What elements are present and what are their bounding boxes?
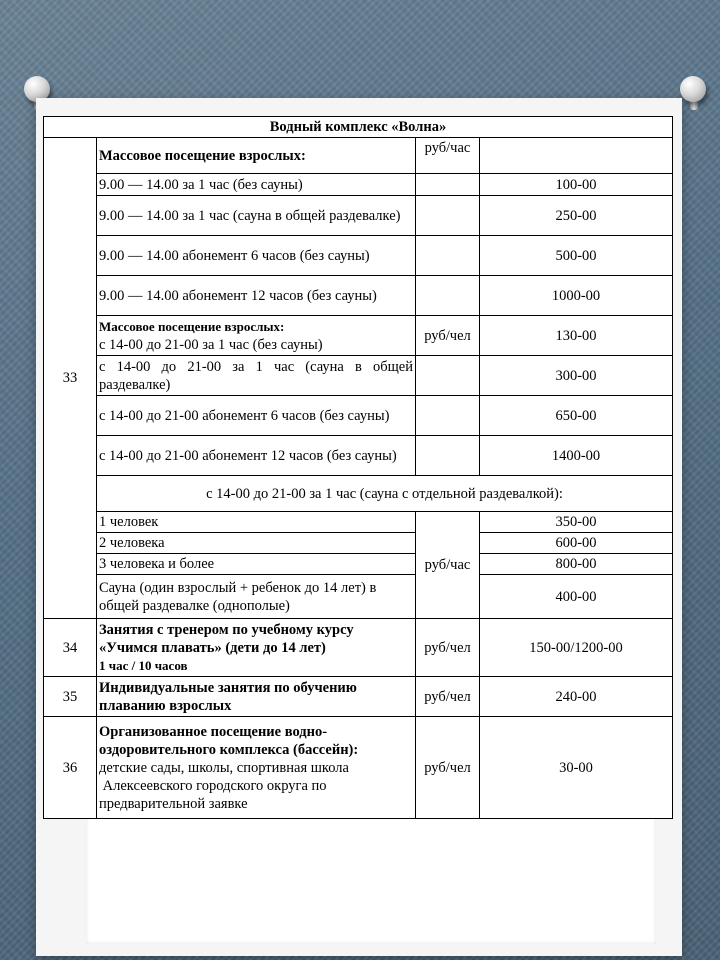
table-row [44,677,673,717]
row34-price: 150-00/1200-00 [480,619,673,677]
section-head-desc: Массовое посещение взрослых: [97,138,416,174]
evening-head-desc [97,316,416,356]
table-row [44,174,673,196]
evening-desc-2: с 14-00 до 21-00 абонемент 12 часов (без сауны) [97,436,416,476]
row-number-33: 33 [44,138,97,619]
evening-unit-2 [416,436,480,476]
evening-desc-0: с 14-00 до 21-00 за 1 час (сауна в общей раздевалке) [97,356,416,396]
table-title-row [44,117,673,138]
table-row [44,554,673,575]
section-head-price [480,138,673,174]
morning-price-2: 500-00 [480,236,673,276]
evening-price-2: 1400-00 [480,436,673,476]
row36-bold: Организованное посещение водно-оздоровительного комплекса (бассейн): [99,723,359,758]
separate-price-3: 400-00 [480,575,673,619]
table-row [44,575,673,619]
row36-line3: предварительной заявке [99,795,248,812]
row36-unit: руб/чел [416,717,480,819]
row34-line3: 1 час / 10 часов [99,657,188,673]
row35-desc: Индивидуальные занятия по обучению плаванию взрослых [97,677,416,717]
table-row [44,396,673,436]
price-table [43,116,673,819]
evening-price-0: 300-00 [480,356,673,396]
morning-desc-0: 9.00 — 14.00 за 1 час (без сауны) [97,174,416,196]
table-row [44,316,673,356]
table-row [44,196,673,236]
morning-desc-3: 9.00 — 14.00 абонемент 12 часов (без сауны) [97,276,416,316]
table-row [44,533,673,554]
separate-desc-2: 3 человека и более [97,554,416,575]
morning-price-3: 1000-00 [480,276,673,316]
row34-line1: Занятия с тренером по учебному курсу [99,621,354,638]
separate-price-2: 800-00 [480,554,673,575]
separate-unit: руб/час [416,512,480,619]
table-row [44,476,673,512]
evening-head-title: Массовое посещение взрослых: [99,318,285,334]
section-head-unit: руб/час [416,138,480,174]
table-title: Водный комплекс «Волна» [44,117,673,138]
row-number-36: 36 [44,717,97,819]
table-row [44,512,673,533]
morning-unit-3 [416,276,480,316]
row36-line1: детские сады, школы, спортивная школа [99,759,349,776]
row35-price: 240-00 [480,677,673,717]
separate-desc-0: 1 человек [97,512,416,533]
evening-unit-1 [416,396,480,436]
evening-price-1: 650-00 [480,396,673,436]
evening-head-unit: руб/чел [416,316,480,356]
row35-unit: руб/чел [416,677,480,717]
table-row [44,436,673,476]
evening-head-price: 130-00 [480,316,673,356]
morning-desc-1: 9.00 — 14.00 за 1 час (сауна в общей раздевалке) [97,196,416,236]
row36-price: 30-00 [480,717,673,819]
table-row [44,236,673,276]
evening-desc-1: с 14-00 до 21-00 абонемент 6 часов (без сауны) [97,396,416,436]
row36-desc [97,717,416,819]
separate-price-0: 350-00 [480,512,673,533]
row-number-35: 35 [44,677,97,717]
table-row [44,138,673,174]
morning-unit-2 [416,236,480,276]
table-row [44,717,673,819]
table-row [44,619,673,677]
separate-price-1: 600-00 [480,533,673,554]
morning-price-0: 100-00 [480,174,673,196]
row34-unit: руб/чел [416,619,480,677]
row-number-34: 34 [44,619,97,677]
table-row [44,276,673,316]
morning-price-1: 250-00 [480,196,673,236]
row34-line2: «Учимся плавать» (дети до 14 лет) [99,639,326,656]
evening-unit-0 [416,356,480,396]
table-row [44,356,673,396]
separate-desc-3: Сауна (один взрослый + ребенок до 14 лет) в общей раздевалке (однополые) [97,575,416,619]
row34-desc [97,619,416,677]
morning-unit-1 [416,196,480,236]
evening-head-line: с 14-00 до 21-00 за 1 час (без сауны) [99,336,323,353]
separate-sauna-header: с 14-00 до 21-00 за 1 час (сауна с отдельной раздевалкой): [97,476,673,512]
morning-unit-0 [416,174,480,196]
separate-desc-1: 2 человека [97,533,416,554]
morning-desc-2: 9.00 — 14.00 абонемент 6 часов (без сауны) [97,236,416,276]
row36-line2: Алексеевского городского округа по [99,777,327,794]
